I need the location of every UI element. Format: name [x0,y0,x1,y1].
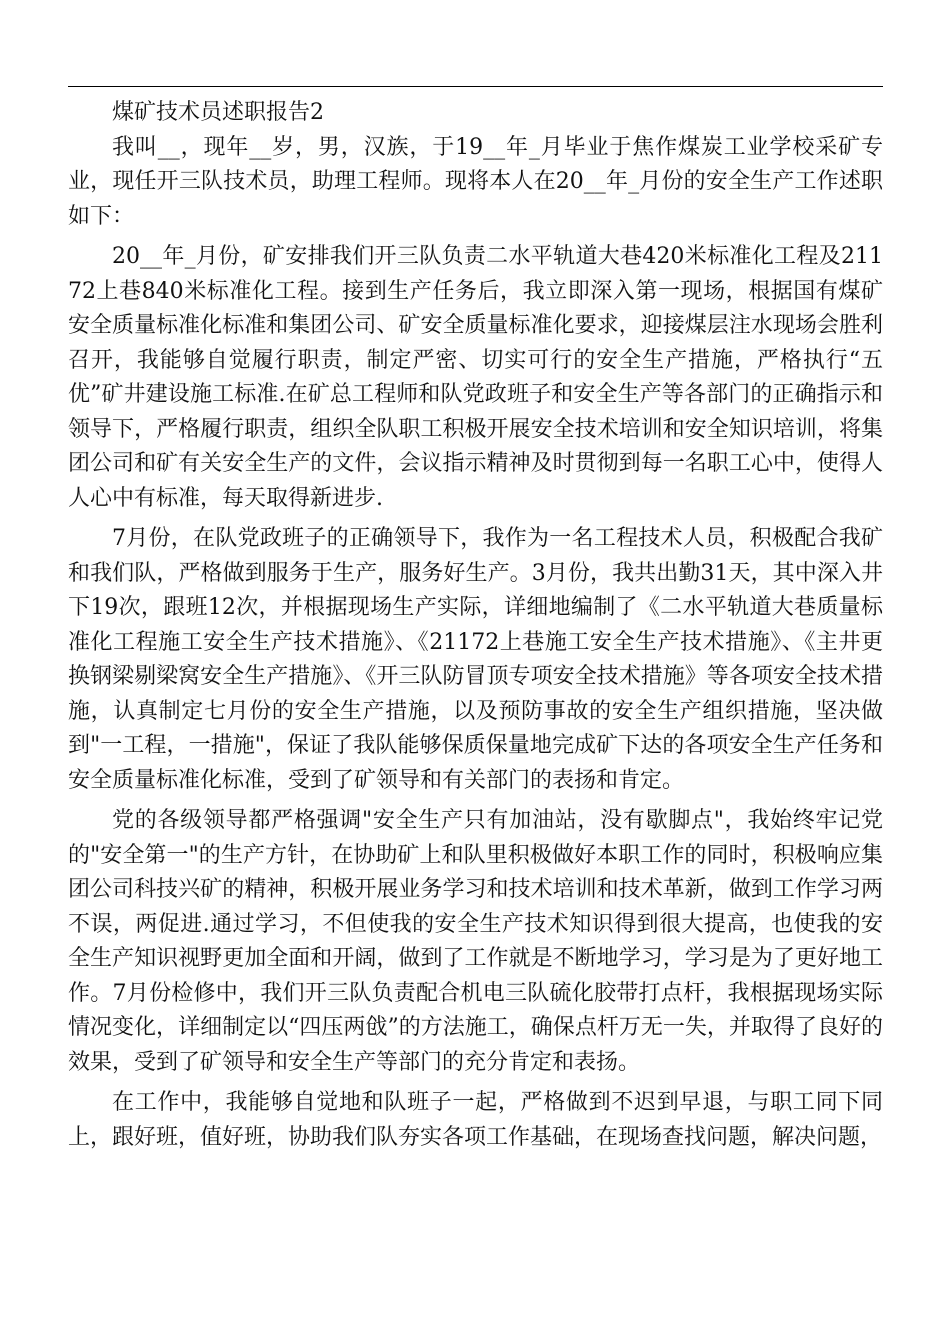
paragraph-daily-work: 在工作中，我能够自觉地和队班子一起，严格做到不迟到早退，与职工同下同上，跟好班，值好班，协助我们队夯实各项工作基础，在现场查找问题，解决问题， [68,1090,883,1150]
paragraph-standardization-project: 20__年_月份，矿安排我们开三队负责二水平轨道大巷420米标准化工程及21172上巷840米标准化工程。接到生产任务后，我立即深入第一现场，根据国有煤矿安全质量标准化标准和集团公司、矿安全质量标准化要求，迎接煤层注水现场会胜利召开，我能够自觉履行职责，制定严密、切实可行的安全生产措施，严格执行“五优”矿井建设施工标准.在矿总工程师和队党政班子和安全生产等各部门的正确指示和领导下，严格履行职责，组织全队职工积极开展安全技术培训和安全知识培训，将集团公司和矿有关安全生产的文件，会议指示精神及时贯彻到每一名职工心中，使得人人心中有标准，每天取得新进步. [68,244,883,511]
document-body [68,96,883,1161]
paragraph-safety-learning: 党的各级领导都严格强调"安全生产只有加油站，没有歇脚点"，我始终牢记党的"安全第一"的生产方针，在协助矿上和队里积极做好本职工作的同时，积极响应集团公司科技兴矿的精神，积极开展业务学习和技术培训和技术革新，做到工作学习两不误，两促进.通过学习，不但使我的安全生产技术知识得到很大提高，也使我的安全生产知识视野更加全面和开阔，做到了工作就是不断地学习，学习是为了更好地工作。7月份检修中，我们开三队负责配合机电三队硫化胶带打点杆，我根据现场实际情况变化，详细制定以“四压两戗”的方法施工，确保点杆万无一失，并取得了良好的效果，受到了矿领导和安全生产等部门的充分肯定和表扬。 [68,808,883,1075]
header-divider [68,86,883,87]
paragraph-july-work: 7月份，在队党政班子的正确领导下，我作为一名工程技术人员，积极配合我矿和我们队，严格做到服务于生产，服务好生产。3月份，我共出勤31天，其中深入井下19次，跟班12次，并根据现场生产实际，详细地编制了《二水平轨道大巷质量标准化工程施工安全生产技术措施》、《21172上巷施工安全生产技术措施》、《主井更换钢梁剔梁窝安全生产措施》、《开三队防冒顶专项安全技术措施》等各项安全技术措施，认真制定七月份的安全生产措施，以及预防事故的安全生产组织措施，坚决做到"一工程，一措施"，保证了我队能够保质保量地完成矿下达的各项安全生产任务和安全质量标准化标准，受到了矿领导和有关部门的表扬和肯定。 [68,526,883,793]
document-title: 煤矿技术员述职报告2 [112,100,324,125]
paragraph-intro: 我叫__，现年__岁，男，汉族，于19__年_月毕业于焦作煤炭工业学校采矿专业，现任开三队技术员，助理工程师。现将本人在20__年_月份的安全生产工作述职如下： [68,134,883,229]
